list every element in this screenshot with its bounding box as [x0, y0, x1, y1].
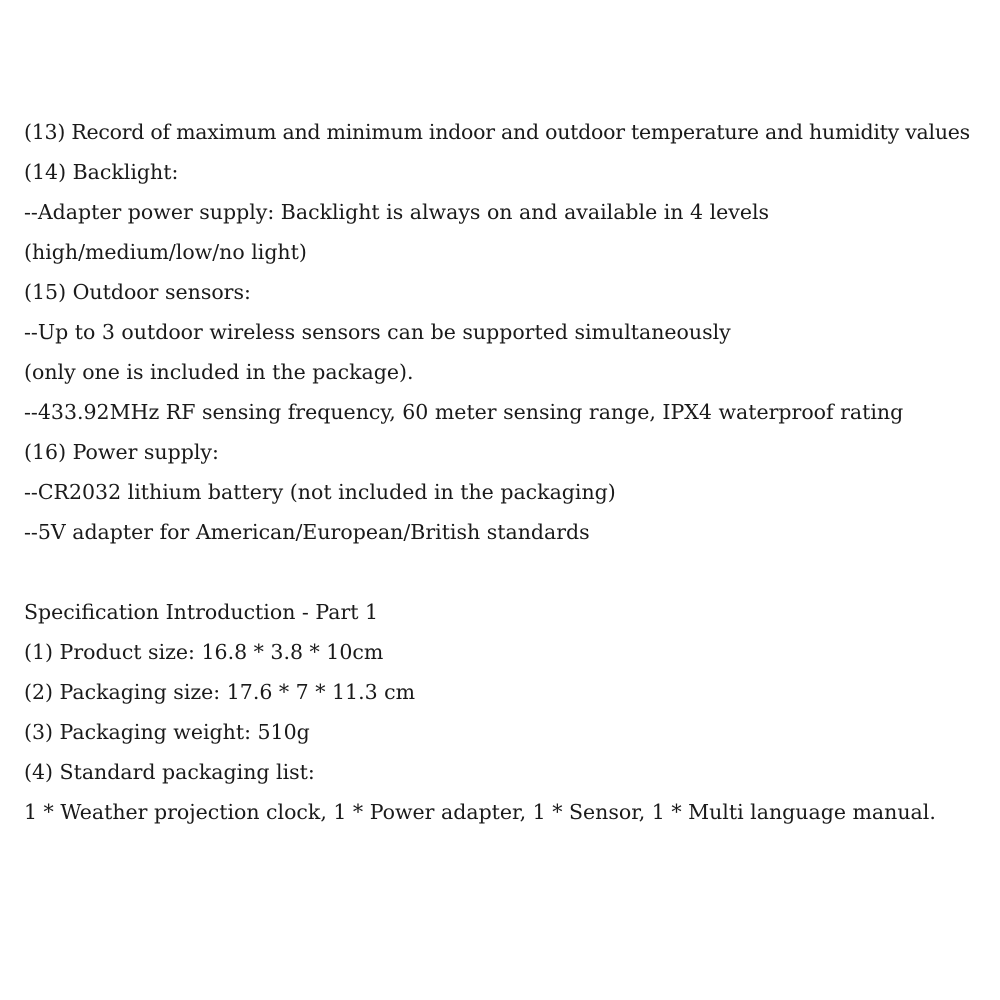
spec-line-packaging-weight: (3) Packaging weight: 510g — [24, 720, 310, 744]
spec-line-package-contents: 1 * Weather projection clock, 1 * Power adapter, 1 * Sensor, 1 * Multi language manual. — [24, 800, 936, 824]
feature-line-13: (13) Record of maximum and minimum indoor and outdoor temperature and humidity values — [24, 120, 970, 144]
spec-line-packaging-list: (4) Standard packaging list: — [24, 760, 315, 784]
feature-line-14: (14) Backlight: — [24, 160, 179, 184]
feature-line-16: (16) Power supply: — [24, 440, 219, 464]
feature-line-backlight-levels: (high/medium/low/no light) — [24, 240, 307, 264]
feature-line-battery: --CR2032 lithium battery (not included in the packaging) — [24, 480, 616, 504]
feature-line-sensors-included: (only one is included in the package). — [24, 360, 414, 384]
feature-line-backlight-adapter: --Adapter power supply: Backlight is always on and available in 4 levels — [24, 200, 770, 224]
feature-line-rf-frequency: --433.92MHz RF sensing frequency, 60 meter sensing range, IPX4 waterproof rating — [24, 400, 904, 424]
feature-line-sensors-count: --Up to 3 outdoor wireless sensors can be supported simultaneously — [24, 320, 731, 344]
spec-line-product-size: (1) Product size: 16.8 * 3.8 * 10cm — [24, 640, 384, 664]
feature-line-15: (15) Outdoor sensors: — [24, 280, 251, 304]
document-body — [24, 112, 992, 832]
feature-line-adapter-standards: --5V adapter for American/European/British standards — [24, 520, 590, 544]
spec-line-packaging-size: (2) Packaging size: 17.6 * 7 * 11.3 cm — [24, 680, 416, 704]
spec-heading: Specification Introduction - Part 1 — [24, 600, 379, 624]
paragraph-gap — [24, 552, 992, 592]
